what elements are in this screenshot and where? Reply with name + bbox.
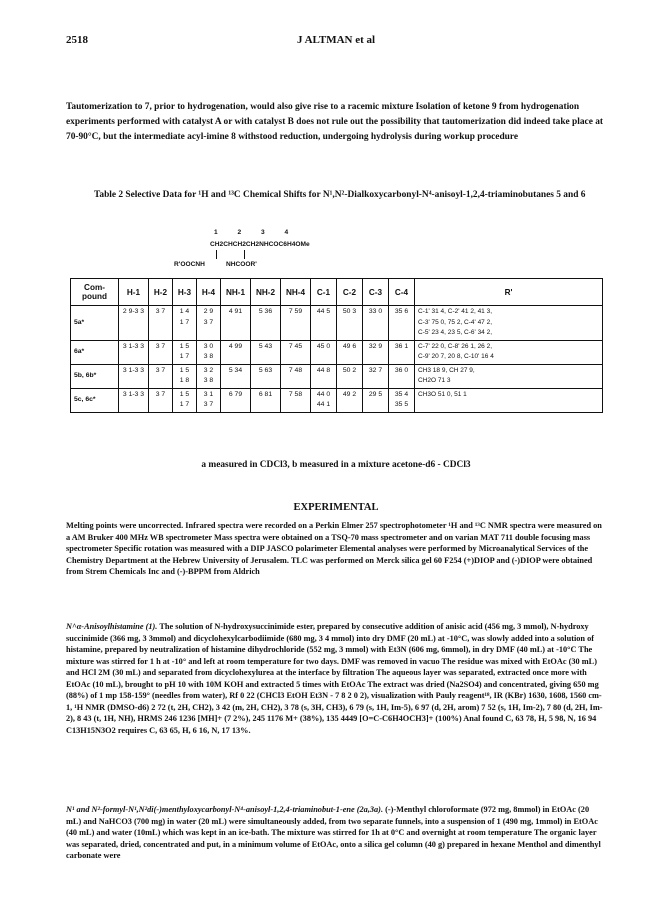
r-prime-cell: C-7' 22 0, C-8' 26 1, 26 2, C-9' 20 7, 20 8, C-10' 16 4 xyxy=(415,340,603,364)
shift-cell: 3 1 3 7 xyxy=(197,388,221,412)
shift-cell: 3 7 xyxy=(149,388,173,412)
table-body xyxy=(71,306,603,413)
shift-cell: 1 5 1 7 xyxy=(173,340,197,364)
nmr-data-table xyxy=(70,278,603,413)
table-header-cell: NH-2 xyxy=(251,279,281,306)
compound-2-paragraph xyxy=(66,804,606,862)
shift-cell: 3 2 3 8 xyxy=(197,364,221,388)
table-header-cell: H-2 xyxy=(149,279,173,306)
experimental-heading: EXPERIMENTAL xyxy=(293,502,379,513)
table-header-row xyxy=(71,279,603,306)
shift-cell: 5 63 xyxy=(251,364,281,388)
shift-cell: 35 6 xyxy=(389,306,415,341)
shift-cell: 45 0 xyxy=(311,340,337,364)
shift-cell: 49 6 xyxy=(337,340,363,364)
shift-cell: 44 5 xyxy=(311,306,337,341)
shift-cell: 3 0 3 8 xyxy=(197,340,221,364)
structure-bond-right xyxy=(244,250,245,259)
table-header-cell: H-4 xyxy=(197,279,221,306)
shift-cell: 44 8 xyxy=(311,364,337,388)
shift-cell: 2 9-3 3 xyxy=(119,306,149,341)
shift-cell: 6 79 xyxy=(221,388,251,412)
shift-cell: 2 9 3 7 xyxy=(197,306,221,341)
intro-paragraph: Tautomerization to 7, prior to hydrogenation, would also give rise to a racemic mixture Isolation of ketone 9 from hydrogenation experiments performed with catalyst A or with catalyst B does not rule out the possibility that tautomerization did indeed take place at 70-90°C, but the intermediate acyl-imine 8 withstood reduction, undergoing hydrolysis during workup procedure xyxy=(66,102,604,143)
shift-cell: 3 1-3 3 xyxy=(119,340,149,364)
table-row xyxy=(71,388,603,412)
shift-cell: 36 0 xyxy=(389,364,415,388)
shift-cell: 49 2 xyxy=(337,388,363,412)
compound-cell: 5a* xyxy=(71,306,119,341)
table-header-cell: R' xyxy=(415,279,603,306)
table-row xyxy=(71,340,603,364)
table-header-cell: NH-4 xyxy=(281,279,311,306)
shift-cell: 29 5 xyxy=(363,388,389,412)
structure-right-group: NHCOOR' xyxy=(226,261,257,268)
shift-cell: 4 99 xyxy=(221,340,251,364)
compound-1-text: The solution of N-hydroxysuccinimide ester, prepared by consecutive addition of anisic acid (456 mg, 3 mmol), N-hydroxy succinimide (366 mg, 3 3mmol) and dicyclohexylcarbodiimide (680 mg, 3 4 mmol) into dry DMF (20 mL) at -10°C, was slowly added into a solution of histamine, prepared by neutralization of histamine dihydrochloride (552 mg, 3 mmol) with Et3N (606 mg, 6mmol), in dry DMF (40 mL) at -10°C The mixture was stirred for 1 h at -10° and left at room temperature for two days. DMF was removed in vacuo The residue was mixed with EtOAc (30 mL) and HCl 2M (30 mL) and separated from dicyclohexylurea at the interface by filtration The aqueous layer was separated, extracted once more with EtOAc (10 mL), brought to pH 10 with 10M KOH and extracted 5 times with EtOAc The extract was dried (Na2SO4) and concentrated, giving 650 mg (88%) of 1 mp 158-159° (needles from water), Rf 0 22 (CHCl3 EtOH Et3N - 7 8 2 0 2), visualization with Pauly reagent¹⁸, IR (KBr) 1630, 1608, 1560 cm-1, ¹H NMR (DMSO-d6) 2 72 (t, 2H, CH2), 3 42 (m, 2H, CH2), 3 78 (s, 3H, CH3), 6 79 (s, 1H, Im-5), 6 97 (d, 2H, arom) 7 52 (s, 1H, Im-2), 7 80 (d, 2H, Im-2), 8 43 (t, 1H, NH), HRMS 246 1236 [MH]+ (7 2%), 245 1176 M+ (38%), 135 4449 [O=C-C6H4OCH3]+ (100%) Anal found C, 63 78, H, 5 98, N, 16 94 C13H15N3O2 requires C, 63 65, H, 6 16, N, 17 13%. xyxy=(66,622,603,735)
table-header-cell: H-3 xyxy=(173,279,197,306)
shift-cell: 3 7 xyxy=(149,364,173,388)
compound-1-paragraph xyxy=(66,621,606,736)
page-number: 2518 xyxy=(66,34,88,46)
shift-cell: 50 3 xyxy=(337,306,363,341)
table-header-cell: H-1 xyxy=(119,279,149,306)
table-header-cell: C-1 xyxy=(311,279,337,306)
table-footnote: a measured in CDCl3, b measured in a mixture acetone-d6 - CDCl3 xyxy=(201,460,471,470)
shift-cell: 7 59 xyxy=(281,306,311,341)
table-header-cell: NH-1 xyxy=(221,279,251,306)
shift-cell: 1 5 1 8 xyxy=(173,364,197,388)
shift-cell: 6 81 xyxy=(251,388,281,412)
table-row xyxy=(71,364,603,388)
chemical-structure xyxy=(166,227,466,275)
shift-cell: 33 0 xyxy=(363,306,389,341)
table-header-cell: Com-pound xyxy=(71,279,119,306)
experimental-paragraph: Melting points were uncorrected. Infrared spectra were recorded on a Perkin Elmer 257 spectrophotometer ¹H and ¹³C NMR spectra were measured on a AM Bruker 400 MHz WB spectrometer Mass spectra were obtained on a TSQ-70 mass spectrometer and on varian MAT 711 double focusing mass spectrometer Specific rotation was measured with a DIP JASCO polarimeter Elemental analyses were performed by Microanalytical Services of the Chemistry Department at the Hebrew University of Jerusalem. TLC was performed on Merck silica gel 60 F254 (+)DIOP and (-)DIOP were obtained from Strem Chemicals Inc and (-)-BPPM from Aldrich xyxy=(66,521,602,576)
compound-2-text: (-)-Menthyl chloroformate (972 mg, 8mmol) in EtOAc (20 mL) and NaHCO3 (700 mg) in water (20 mL) were simultaneously added, from two separate funnels, into a suspension of 1 (490 mg, 1mmol) in EtOAc (40 mL) and water (10mL) which was kept in an ice-bath. The mixture was stirred for 1h at 0°C and overnight at room temperature The organic layer was separated, dried, concentrated and put, in a minimum volume of EtOAc, onto a silica gel column (40 g) prepared in hexane Menthol and dimenthyl carbonate were xyxy=(66,805,601,860)
shift-cell: 36 1 xyxy=(389,340,415,364)
r-prime-cell: CH3 18 9, CH 27 9, CH2O 71 3 xyxy=(415,364,603,388)
shift-cell: 3 7 xyxy=(149,306,173,341)
page-header xyxy=(66,34,606,50)
shift-cell: 50 2 xyxy=(337,364,363,388)
shift-cell: 32 9 xyxy=(363,340,389,364)
shift-cell: 7 45 xyxy=(281,340,311,364)
structure-chain: CH2CHCH2CH2NHCOC6H4OMe xyxy=(210,241,310,248)
table-header-cell: C-3 xyxy=(363,279,389,306)
compound-cell: 5b, 6b* xyxy=(71,364,119,388)
compound-cell: 5c, 6c* xyxy=(71,388,119,412)
shift-cell: 1 5 1 7 xyxy=(173,388,197,412)
table-header-cell: C-4 xyxy=(389,279,415,306)
shift-cell: 3 1-3 3 xyxy=(119,364,149,388)
shift-cell: 3 1-3 3 xyxy=(119,388,149,412)
running-head: J ALTMAN et al xyxy=(296,34,376,46)
r-prime-cell: C-1' 31 4, C-2' 41 2, 41 3, C-3' 75 0, 75 2, C-4' 47 2, C-5' 23 4, 23 5, C-6' 34 2, xyxy=(415,306,603,341)
compound-1-title: N^α-Anisoylhistamine (1). xyxy=(66,622,158,631)
structure-bond-left xyxy=(216,250,217,259)
structure-left-group: R'OOCNH xyxy=(174,261,205,268)
table-caption: Table 2 Selective Data for ¹H and ¹³C Chemical Shifts for N¹,N²-Dialkoxycarbonyl-N⁴-anisoyl-1,2,4-triaminobutanes 5 and 6 xyxy=(94,190,586,200)
shift-cell: 1 4 1 7 xyxy=(173,306,197,341)
compound-2-title: N¹ and N²-formyl-N¹,N²di(-)menthyloxycarbonyl-N⁴-anisoyl-1,2,4-triaminobut-1-ene (2a,3a). xyxy=(66,805,384,814)
r-prime-cell: CH3O 51 0, 51 1 xyxy=(415,388,603,412)
shift-cell: 32 7 xyxy=(363,364,389,388)
table-row xyxy=(71,306,603,341)
shift-cell: 44 0 44 1 xyxy=(311,388,337,412)
compound-cell: 6a* xyxy=(71,340,119,364)
shift-cell: 7 58 xyxy=(281,388,311,412)
shift-cell: 5 43 xyxy=(251,340,281,364)
shift-cell: 35 4 35 5 xyxy=(389,388,415,412)
shift-cell: 5 34 xyxy=(221,364,251,388)
shift-cell: 3 7 xyxy=(149,340,173,364)
shift-cell: 7 48 xyxy=(281,364,311,388)
table-header-cell: C-2 xyxy=(337,279,363,306)
shift-cell: 5 36 xyxy=(251,306,281,341)
structure-position-numbers: 1 2 3 4 xyxy=(214,229,298,236)
shift-cell: 4 91 xyxy=(221,306,251,341)
